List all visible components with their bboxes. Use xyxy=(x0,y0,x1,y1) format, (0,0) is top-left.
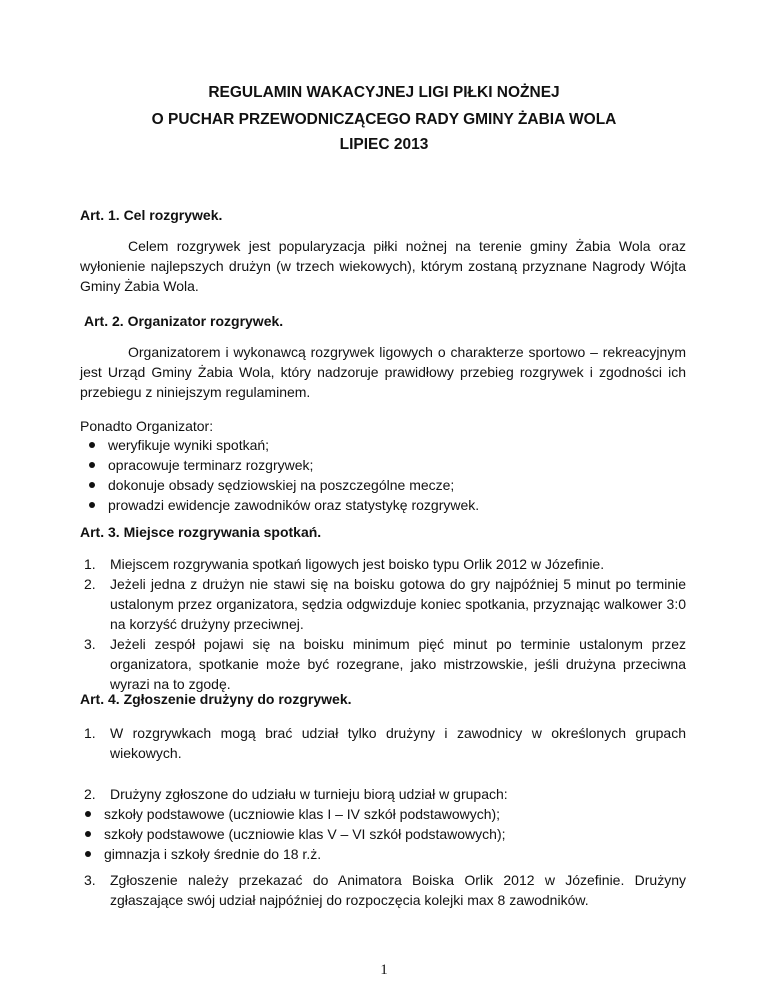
list-item: weryfikuje wyniki spotkań; xyxy=(80,435,479,455)
doc-title-line-3: LIPIEC 2013 xyxy=(339,136,429,153)
list-item: prowadzi ewidencje zawodników oraz statystykę rozgrywek. xyxy=(80,495,479,515)
list-item: 1. Miejscem rozgrywania spotkań ligowych jest boisko typu Orlik 2012 w Józefinie. xyxy=(84,556,605,572)
bullet-icon xyxy=(85,851,91,857)
art2-paragraph: Organizatorem i wykonawcą rozgrywek ligowych o charakterze sportowo – rekreacyjnym jest Urząd Gminy Żabia Wola, który nadzoruje prawidłowy przebieg rozgrywek i zgodności ich przebiegu z niniejszym regulaminem. xyxy=(80,344,686,400)
list-item: gimnazja i szkoły średnie do 18 r.ż. xyxy=(76,844,506,864)
doc-title-line-2: O PUCHAR PRZEWODNICZĄCEGO RADY GMINY ŻABIA WOLA xyxy=(151,111,617,128)
list-item: szkoły podstawowe (uczniowie klas V – VI szkół podstawowych); xyxy=(76,824,506,844)
list-item: dokonuje obsady sędziowskiej na poszczególne mecze; xyxy=(80,475,479,495)
bullet-icon xyxy=(85,811,91,817)
list-item: opracowuje terminarz rozgrywek; xyxy=(80,455,479,475)
bullet-icon xyxy=(89,482,95,488)
list-item: 3. Jeżeli zespół pojawi się na boisku minimum pięć minut po terminie ustalonym przez organizatora, spotkanie może być rozegrane, jako mistrzowskie, jeśli drużyna przeciwna wyrazi na to zgodę. xyxy=(84,636,686,692)
art3-heading: Art. 3. Miejsce rozgrywania spotkań. xyxy=(80,524,322,540)
art1-heading: Art. 1. Cel rozgrywek. xyxy=(80,207,223,223)
bullet-icon xyxy=(89,462,95,468)
art2-intro: Ponadto Organizator: xyxy=(80,418,214,434)
bullet-icon xyxy=(89,502,95,508)
art4-item-2: 2. Drużyny zgłoszone do udziału w turnieju biorą udział w grupach: xyxy=(84,786,508,802)
art4-item-1: 1. W rozgrywkach mogą brać udział tylko drużyny i zawodnicy w określonych grupach wiekowych. xyxy=(84,725,686,761)
art2-heading: Art. 2. Organizator rozgrywek. xyxy=(84,313,284,329)
art3-numbered-list xyxy=(80,554,686,694)
age-groups-list xyxy=(76,804,506,864)
list-item: szkoły podstawowe (uczniowie klas I – IV szkół podstawowych); xyxy=(76,804,506,824)
art1-paragraph: Celem rozgrywek jest popularyzacja piłki nożnej na terenie gminy Żabia Wola oraz wyłonienie najlepszych drużyn (w trzech wiekowych), którym zostaną przyznane Nagrody Wójta Gminy Żabia Wola. xyxy=(80,238,686,294)
doc-title-line-1: REGULAMIN WAKACYJNEJ LIGI PIŁKI NOŻNEJ xyxy=(208,84,560,101)
page-number: 1 xyxy=(380,962,388,978)
art4-heading: Art. 4. Zgłoszenie drużyny do rozgrywek. xyxy=(80,691,352,707)
bullet-icon xyxy=(89,442,95,448)
list-item: 2. Jeżeli jedna z drużyn nie stawi się na boisku gotowa do gry najpóźniej 5 minut po terminie ustalonym przez organizatora, sędzia odgwizduje koniec spotkania, przyznając walkower 3:0 na korzyść drużyny przeciwnej. xyxy=(84,576,686,632)
organizer-duties-list xyxy=(80,435,479,515)
bullet-icon xyxy=(85,831,91,837)
art4-item-3: 3. Zgłoszenie należy przekazać do Animatora Boiska Orlik 2012 w Józefinie. Drużyny zgłaszające swój udział najpóźniej do rozpoczęcia kolejki max 8 zawodników. xyxy=(84,872,686,908)
